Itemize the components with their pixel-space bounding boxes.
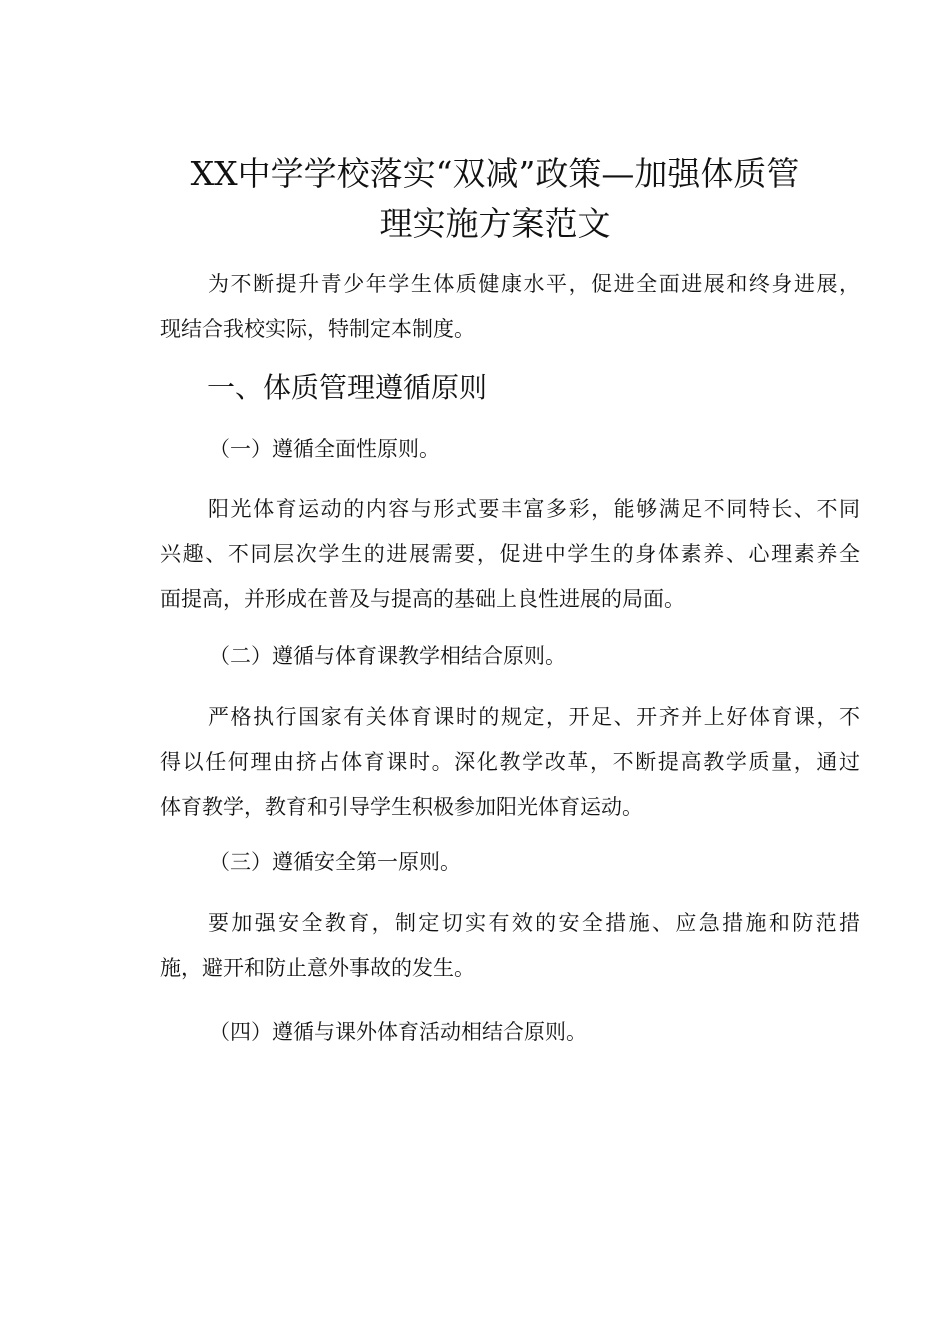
intro-line-2: 现结合我校实际，特制定本制度。 [160, 317, 475, 341]
paragraph-3 [160, 901, 860, 991]
intro-paragraph [160, 262, 860, 352]
paragraph-1 [160, 487, 860, 622]
paragraph-1-line-1: 阳光体育运动的内容与形式要丰富多彩，能够满足不同特长、不同 [208, 497, 860, 521]
paragraph-3-line-2: 施，避开和防止意外事故的发生。 [160, 956, 475, 980]
paragraph-1-line-3: 面提高，并形成在普及与提高的基础上良性进展的局面。 [160, 587, 685, 611]
paragraph-2-line-3: 体育教学，教育和引导学生积极参加阳光体育运动。 [160, 795, 643, 819]
subheading-1: （一）遵循全面性原则。 [209, 437, 440, 461]
section-heading: 一、体质管理遵循原则 [207, 371, 488, 404]
subheading-3: （三）遵循安全第一原则。 [209, 850, 461, 874]
paragraph-2-line-2: 得以任何理由挤占体育课时。深化教学改革，不断提高教学质量，通过 [160, 750, 860, 774]
subheading-4: （四）遵循与课外体育活动相结合原则。 [209, 1020, 587, 1044]
document-title-line-2: 理实施方案范文 [379, 204, 611, 243]
subheading-2: （二）遵循与体育课教学相结合原则。 [209, 644, 566, 668]
intro-line-1: 为不断提升青少年学生体质健康水平，促进全面进展和终身进展， [208, 272, 860, 296]
paragraph-2 [160, 695, 860, 830]
document-title-line-1: XX中学学校落实“双减”政策—加强体质管 [190, 154, 800, 193]
paragraph-3-line-1: 要加强安全教育，制定切实有效的安全措施、应急措施和防范措 [208, 911, 860, 935]
paragraph-1-line-2: 兴趣、不同层次学生的进展需要，促进中学生的身体素养、心理素养全 [160, 542, 860, 566]
paragraph-2-line-1: 严格执行国家有关体育课时的规定，开足、开齐并上好体育课，不 [208, 705, 860, 729]
